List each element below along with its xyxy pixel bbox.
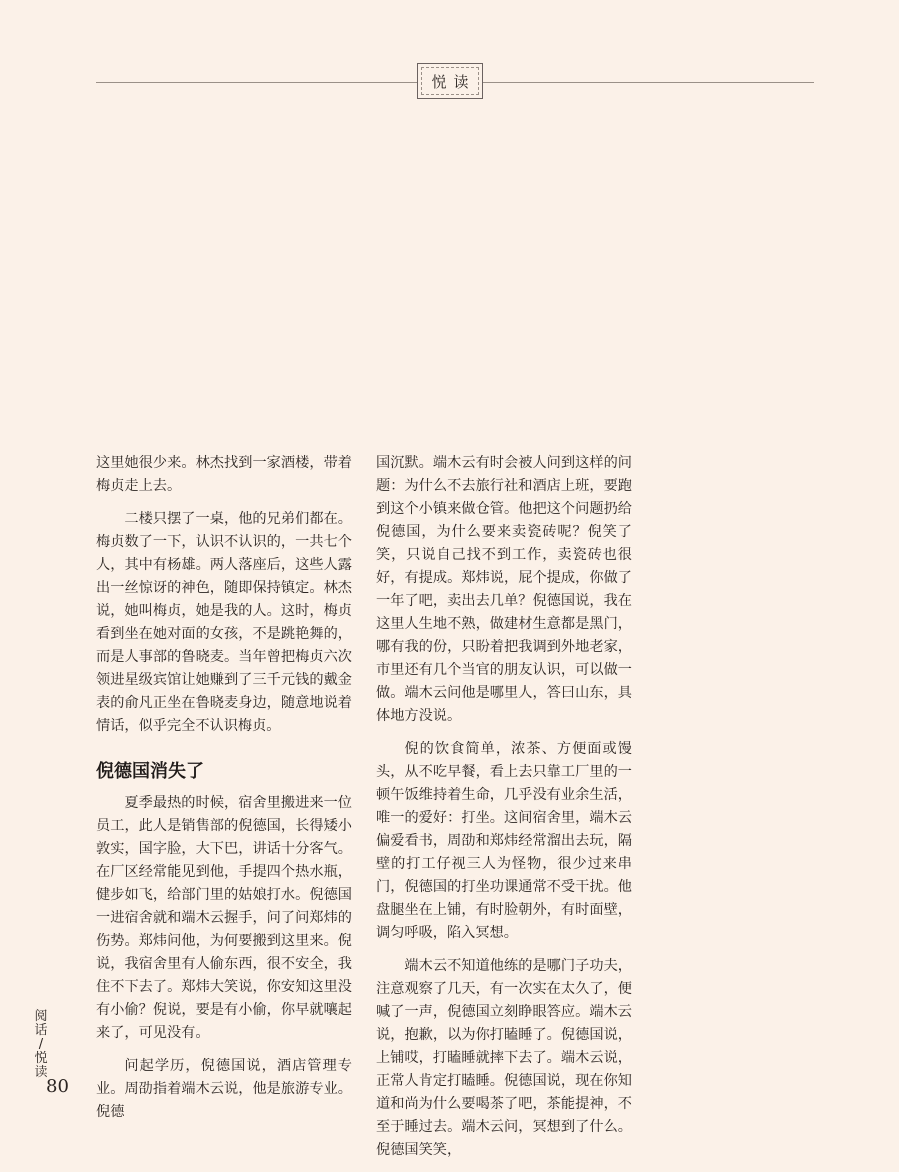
left-column xyxy=(96,452,352,1134)
side-label-top: 阅话 xyxy=(34,1009,48,1038)
section-header-badge xyxy=(417,63,483,99)
right-column xyxy=(376,452,632,1172)
paragraph: 国沉默。端木云有时会被人问到这样的问题：为什么不去旅行社和酒店上班，要跑到这个小镇来做仓管。他把这个问题扔给倪德国，为什么要来卖瓷砖呢？倪笑了笑，只说自己找不到工作，卖瓷砖也很好，有提成。郑炜说，屁个提成，你做了一年了吧，卖出去几单？倪德国说，我在这里人生地不熟，做建材生意都是黑门，哪有我的份，只盼着把我调到外地老家，市里还有几个当官的朋友认识，可以做一做。端木云问他是哪里人，答曰山东，具体地方没说。 xyxy=(376,455,632,724)
side-label-separator: / xyxy=(38,1037,44,1052)
paragraph: 夏季最热的时候，宿舍里搬进来一位员工，此人是销售部的倪德国，长得矮小敦实，国字脸，大下巴，讲话十分客气。在厂区经常能见到他，手提四个热水瓶，健步如飞，给部门里的姑娘打水。倪德国一进宿舍就和端木云握手，问了问郑炜的伤势。郑炜问他，为何要搬到这里来。倪说，我宿舍里有人偷东西，很不安全，我住不下去了。郑炜大笑说，你安知这里没有小偷？倪说，要是有小偷，你早就嚷起来了，可见没有。 xyxy=(96,795,352,1041)
section-heading: 倪德国消失了 xyxy=(96,761,204,782)
page-number: 80 xyxy=(46,1076,69,1097)
paragraph: 二楼只摆了一桌，他的兄弟们都在。梅贞数了一下，认识不认识的，一共七个人，其中有杨雄。两人落座后，这些人露出一丝惊讶的神色，随即保持镇定。林杰说，她叫梅贞，她是我的人。这时，梅贞看到坐在她对面的女孩，不是跳艳舞的，而是人事部的鲁晓麦。当年曾把梅贞六次领进星级宾馆让她赚到了三千元钱的戴金表的俞凡正坐在鲁晓麦身边，随意地说着情话，似乎完全不认识梅贞。 xyxy=(96,511,352,734)
section-title: 悦读 xyxy=(431,72,476,91)
side-section-label xyxy=(30,1010,52,1080)
paragraph: 这里她很少来。林杰找到一家酒楼，带着梅贞走上去。 xyxy=(96,455,352,494)
side-label-bottom: 悦读 xyxy=(34,1051,48,1080)
paragraph: 倪的饮食简单，浓茶、方便面或馒头，从不吃早餐，看上去只靠工厂里的一顿午饭维持着生命，几乎没有业余生活，唯一的爱好：打坐。这间宿舍里，端木云偏爱看书，周劭和郑炜经常溜出去玩，隔壁的打工仔视三人为怪物，很少过来串门，倪德国的打坐功课通常不受干扰。他盘腿坐在上铺，有时脸朝外，有时面壁，调匀呼吸，陷入冥想。 xyxy=(376,741,632,941)
paragraph: 问起学历，倪德国说，酒店管理专业。周劭指着端木云说，他是旅游专业。倪德 xyxy=(96,1058,352,1120)
paragraph: 端木云不知道他练的是哪门子功夫，注意观察了几天，有一次实在太久了，便喊了一声，倪德国立刻睁眼答应。端木云说，抱歉，以为你打瞌睡了。倪德国说，上铺哎，打瞌睡就摔下去了。端木云说，正常人肯定打瞌睡。倪德国说，现在你知道和尚为什么要喝茶了吧，茶能提神，不至于睡过去。端木云问，冥想到了什么。倪德国笑笑， xyxy=(376,958,632,1158)
